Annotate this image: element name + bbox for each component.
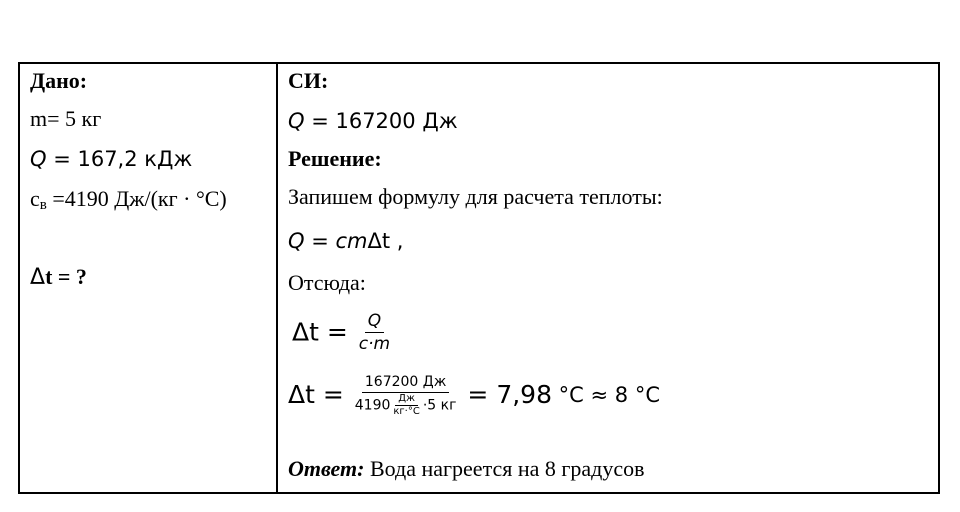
fraction-2-den-left: 4190 — [354, 397, 391, 414]
si-heat — [288, 108, 458, 134]
given-c-symbol: с — [30, 186, 40, 211]
answer-label: Ответ: — [288, 456, 365, 481]
formula-eq: = — [304, 229, 336, 253]
formula-calculation — [288, 372, 660, 418]
given-c-value: =4190 Дж/(кг · °С) — [46, 186, 227, 211]
fraction-2-numerator: 167200 Дж — [362, 372, 449, 393]
solution-header: Решение: — [288, 146, 382, 171]
dt-label-2: Δt = — [288, 380, 352, 409]
formula-q — [288, 228, 403, 254]
given-find — [30, 264, 87, 291]
fraction-unit-denominator: кг·°С — [393, 406, 420, 417]
fraction-calculation — [352, 372, 460, 418]
answer-line — [288, 456, 645, 482]
given-heat-symbol: Q — [30, 147, 47, 171]
fraction-q-over-cm — [356, 310, 393, 355]
solution-intro: Запишем формулу для расчета теплоты: — [288, 184, 663, 209]
given-heat — [30, 146, 192, 172]
formula-q-symbol: Q — [288, 229, 305, 253]
given-c-subscript: в — [39, 197, 47, 213]
given-mass: m= 5 кг — [30, 106, 102, 131]
fraction-unit-numerator: Дж — [395, 393, 418, 406]
si-heat-value: = 167200 Дж — [304, 109, 458, 133]
solution-hence: Отсюда: — [288, 270, 366, 295]
answer-text: Вода нагреется на 8 градусов — [369, 456, 645, 481]
fraction-1-numerator: Q — [365, 310, 384, 333]
calculation-result: = 7,98 — [459, 380, 552, 409]
given-specific-heat — [30, 186, 227, 218]
formula-dt-fraction — [292, 310, 393, 355]
given-header: Дано: — [30, 68, 88, 93]
si-header: СИ: — [288, 68, 329, 93]
given-find-text: t = ? — [45, 264, 87, 289]
solution-table — [18, 62, 940, 494]
solution-column — [278, 64, 938, 492]
si-heat-symbol: Q — [288, 109, 305, 133]
fraction-2-den-right: ·5 кг — [422, 397, 457, 414]
given-find-delta: Δ — [30, 265, 46, 290]
dt-label-1: Δt = — [292, 317, 356, 347]
formula-cm: cm — [335, 229, 368, 253]
fraction-2-denominator — [352, 393, 460, 418]
fraction-1-denominator: c·m — [358, 334, 391, 354]
fraction-unit — [390, 393, 422, 418]
calculation-units: °С ≈ 8 °С — [552, 383, 660, 407]
formula-dt: Δt , — [367, 229, 404, 253]
given-column — [20, 64, 276, 492]
given-heat-value: = 167,2 кДж — [46, 147, 193, 171]
